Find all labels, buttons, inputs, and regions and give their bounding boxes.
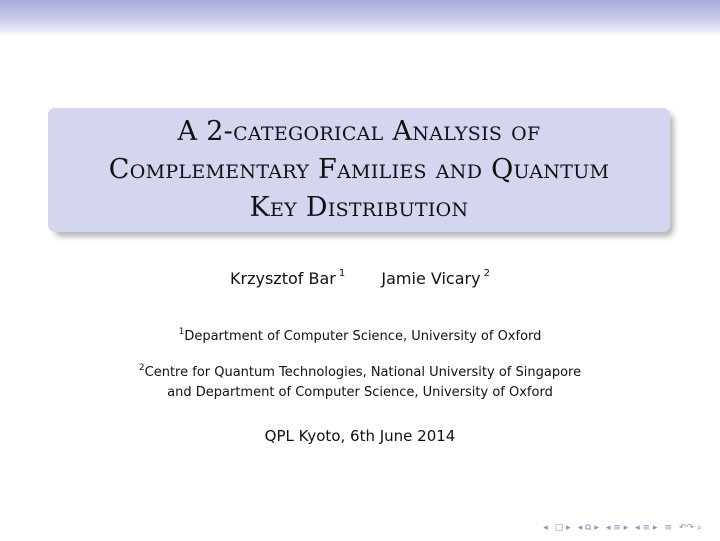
nav-first-icon[interactable]: ◂ [543, 523, 548, 533]
author-list [0, 268, 720, 288]
affiliation-mark: 2 [138, 363, 145, 373]
header-bar [0, 0, 720, 36]
author-affiliation-mark: 1 [338, 268, 346, 279]
event-date: QPL Kyoto, 6th June 2014 [264, 427, 456, 445]
beamer-navigation-bar [543, 521, 702, 535]
title-line-2: Complementary Families and Quantum [108, 154, 610, 185]
nav-prev-subsection-icon[interactable]: ◂ ⧉ ▸ [577, 523, 599, 533]
author-affiliation-mark: 2 [483, 268, 490, 279]
affiliation-text: Centre for Quantum Technologies, National University of Singapore [144, 365, 582, 380]
author-name: Krzysztof Bar [230, 269, 336, 288]
affiliation-2 [0, 358, 720, 403]
title-line-3: Key Distribution [249, 192, 469, 223]
nav-prev-frame-icon[interactable]: □ ▸ [554, 523, 571, 533]
title-line-1: A 2-categorical Analysis of [177, 116, 541, 147]
affiliation-text-line-2: and Department of Computer Science, University of Oxford [167, 385, 553, 400]
nav-search-icon[interactable]: ↶↷ ⌕ [679, 523, 702, 533]
affiliation-mark: 1 [178, 327, 185, 337]
presentation-title [109, 113, 610, 227]
nav-align-icon[interactable]: ≡ [664, 523, 673, 533]
author-name: Jamie Vicary [381, 269, 481, 288]
nav-prev-section-icon[interactable]: ◂ ≡ ▸ [635, 523, 658, 533]
nav-next-subsection-icon[interactable]: ◂ ≡ ▸ [605, 523, 629, 533]
affiliation-1 [0, 322, 720, 347]
affiliation-text: Department of Computer Science, University of Oxford [184, 329, 542, 344]
title-box [48, 108, 670, 232]
